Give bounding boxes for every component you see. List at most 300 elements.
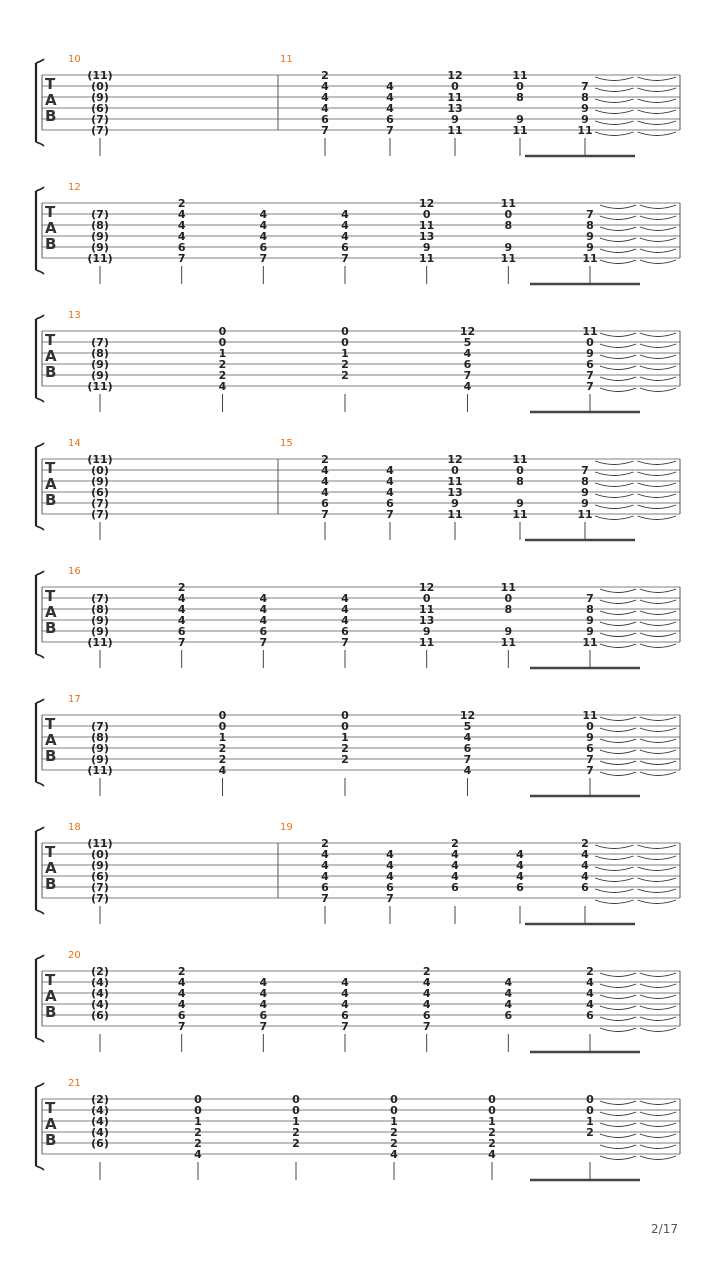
page-number: 2/17 [651, 1222, 678, 1236]
fret-number: 13 [419, 230, 435, 243]
fret-number: 7 [177, 252, 186, 265]
fret-number: 4 [259, 208, 268, 221]
tie-arc [638, 856, 677, 860]
fret-number: 0 [422, 592, 431, 605]
fret-number: 2 [218, 753, 227, 766]
fret-number: (6) [91, 1137, 109, 1150]
tie-arc [600, 355, 636, 359]
tie-arc [595, 99, 634, 103]
fret-number: 0 [451, 464, 459, 477]
fret-number: (4) [91, 1104, 109, 1117]
staff-system [36, 54, 680, 156]
tab-clef-letter: T [45, 843, 56, 861]
fret-number: 8 [581, 475, 589, 488]
fret-number: 0 [218, 709, 227, 722]
tab-clef-letter: A [45, 91, 57, 109]
tie-arc [600, 995, 636, 999]
fret-number: 11 [447, 475, 463, 488]
fret-number: 4 [581, 859, 589, 872]
fret-number: (9) [91, 241, 109, 254]
tie-arc [600, 750, 636, 754]
fret-number: 7 [386, 508, 394, 521]
fret-number: (6) [91, 1009, 109, 1022]
fret-number: 4 [177, 592, 186, 605]
fret-number: (2) [91, 1093, 109, 1106]
fret-number: (4) [91, 1126, 109, 1139]
tie-arc [640, 984, 676, 988]
fret-number: 8 [581, 91, 589, 104]
fret-number: 4 [586, 976, 594, 989]
fret-number: (4) [91, 998, 109, 1011]
fret-number: 11 [500, 581, 516, 594]
tab-clef-letter: B [45, 1003, 57, 1021]
fret-number: 4 [341, 592, 349, 605]
fret-number: 6 [321, 497, 329, 510]
fret-number: 2 [177, 197, 186, 210]
tie-arc [640, 388, 676, 392]
fret-number: (9) [91, 753, 109, 766]
fret-number: 4 [321, 859, 329, 872]
fret-number: 2 [488, 1137, 496, 1150]
fret-number: 0 [488, 1093, 496, 1106]
tie-arc [640, 1145, 676, 1149]
staff-system [36, 822, 680, 924]
tie-arc [638, 889, 677, 893]
fret-number: 7 [586, 208, 594, 221]
fret-number: 6 [259, 241, 268, 254]
fret-number: 11 [512, 124, 528, 137]
fret-number: (4) [91, 987, 109, 1000]
tab-clef-letter: B [45, 491, 57, 509]
measure-number: 17 [68, 694, 81, 705]
tie-arc [600, 344, 636, 348]
fret-number: 9 [422, 241, 431, 254]
tie-arc [640, 249, 676, 253]
tie-arc [638, 110, 677, 114]
fret-number: (11) [87, 837, 113, 850]
measure-number: 10 [68, 54, 81, 65]
tab-clef-letter: B [45, 875, 57, 893]
tie-arc [640, 1156, 676, 1160]
fret-number: 4 [463, 380, 472, 393]
fret-number: 9 [504, 625, 513, 638]
tie-arc [600, 1006, 636, 1010]
fret-number: 2 [586, 965, 594, 978]
fret-number: (6) [91, 486, 109, 499]
tie-arc [638, 867, 677, 871]
fret-number: (7) [91, 892, 109, 905]
fret-number: 7 [586, 369, 594, 382]
tie-arc [640, 344, 676, 348]
tie-arc [600, 633, 636, 637]
fret-number: (11) [87, 69, 113, 82]
fret-number: 11 [512, 508, 528, 521]
fret-number: 11 [582, 636, 598, 649]
measure-number: 18 [68, 822, 81, 833]
fret-number: 6 [386, 497, 394, 510]
fret-number: 0 [292, 1104, 300, 1117]
tie-arc [600, 600, 636, 604]
fret-number: 8 [586, 603, 594, 616]
tab-clef-letter: A [45, 603, 57, 621]
fret-number: (0) [91, 848, 109, 861]
fret-number: (9) [91, 625, 109, 638]
fret-number: 11 [500, 636, 516, 649]
tie-arc [640, 366, 676, 370]
fret-number: 0 [504, 208, 513, 221]
tie-arc [600, 260, 636, 264]
measure-number: 12 [68, 182, 81, 193]
fret-number: 4 [341, 230, 349, 243]
fret-number: 1 [341, 347, 349, 360]
fret-number: 1 [194, 1115, 202, 1128]
fret-number: 6 [177, 1009, 186, 1022]
tie-arc [638, 494, 677, 498]
fret-number: (8) [91, 731, 109, 744]
tie-arc [600, 205, 636, 209]
fret-number: 2 [218, 369, 227, 382]
tab-clef-letter: A [45, 475, 57, 493]
fret-number: 0 [341, 336, 349, 349]
fret-number: (6) [91, 870, 109, 883]
fret-number: 4 [341, 603, 349, 616]
tie-arc [640, 1101, 676, 1105]
tie-arc [600, 249, 636, 253]
tie-arc [638, 483, 677, 487]
fret-number: 4 [218, 764, 227, 777]
fret-number: 5 [463, 720, 472, 733]
fret-number: 2 [321, 453, 329, 466]
tie-arc [640, 216, 676, 220]
fret-number: 2 [321, 69, 329, 82]
tie-arc [640, 260, 676, 264]
tab-clef-letter: A [45, 987, 57, 1005]
tie-arc [600, 227, 636, 231]
fret-number: 7 [581, 464, 589, 477]
fret-number: 4 [463, 764, 472, 777]
fret-number: 6 [259, 625, 268, 638]
fret-number: 0 [422, 208, 431, 221]
fret-number: 12 [459, 709, 476, 722]
fret-number: (7) [91, 592, 109, 605]
fret-number: 4 [451, 870, 459, 883]
tie-arc [640, 761, 676, 765]
tie-arc [600, 644, 636, 648]
fret-number: 0 [504, 592, 513, 605]
fret-number: 4 [516, 859, 524, 872]
fret-number: 8 [586, 219, 594, 232]
fret-number: 6 [504, 1009, 513, 1022]
fret-number: 4 [177, 998, 186, 1011]
fret-number: 1 [218, 347, 227, 360]
tie-arc [595, 900, 634, 904]
fret-number: (0) [91, 464, 109, 477]
fret-number: 4 [177, 614, 186, 627]
fret-number: 4 [586, 998, 594, 1011]
fret-number: 4 [390, 1148, 398, 1161]
fret-number: (9) [91, 859, 109, 872]
fret-number: (8) [91, 219, 109, 232]
fret-number: 4 [321, 80, 329, 93]
fret-number: 4 [386, 870, 394, 883]
fret-number: 9 [581, 486, 589, 499]
fret-number: 7 [341, 252, 349, 265]
tie-arc [638, 505, 677, 509]
fret-number: 4 [581, 870, 589, 883]
fret-number: 9 [581, 102, 589, 115]
fret-number: 4 [386, 475, 394, 488]
fret-number: 2 [341, 753, 349, 766]
fret-number: 2 [292, 1126, 300, 1139]
tab-clef-letter: T [45, 1099, 56, 1117]
fret-number: 11 [577, 124, 593, 137]
fret-number: 0 [516, 80, 524, 93]
fret-number: 9 [586, 614, 594, 627]
fret-number: 4 [194, 1148, 202, 1161]
fret-number: 6 [341, 241, 349, 254]
fret-number: 4 [386, 102, 394, 115]
tie-arc [638, 845, 677, 849]
fret-number: 2 [451, 837, 459, 850]
fret-number: (8) [91, 603, 109, 616]
tie-arc [600, 772, 636, 776]
system-bracket-hooks [36, 571, 44, 658]
tie-arc [600, 739, 636, 743]
fret-number: 4 [341, 208, 349, 221]
fret-number: (11) [87, 453, 113, 466]
fret-number: 0 [390, 1093, 398, 1106]
fret-number: 4 [488, 1148, 496, 1161]
tie-arc [638, 900, 677, 904]
fret-number: 11 [419, 219, 435, 232]
tie-arc [638, 99, 677, 103]
fret-number: 4 [341, 614, 349, 627]
fret-number: 11 [500, 197, 516, 210]
fret-number: 9 [451, 113, 459, 126]
tie-arc [600, 1145, 636, 1149]
tie-arc [638, 472, 677, 476]
tie-arc [640, 995, 676, 999]
fret-number: 6 [341, 1009, 349, 1022]
fret-number: 6 [516, 881, 524, 894]
fret-number: 4 [463, 347, 472, 360]
fret-number: 12 [419, 581, 435, 594]
tie-arc [638, 132, 677, 136]
fret-number: 6 [581, 881, 589, 894]
fret-number: 2 [341, 369, 349, 382]
measure-number: 19 [280, 822, 293, 833]
fret-number: 13 [447, 486, 463, 499]
fret-number: 4 [259, 987, 268, 1000]
tie-arc [600, 333, 636, 337]
fret-number: 7 [341, 1020, 349, 1033]
fret-number: 4 [177, 208, 186, 221]
fret-number: 4 [259, 230, 268, 243]
measure-number: 11 [280, 54, 293, 65]
fret-number: 4 [386, 80, 394, 93]
fret-number: 7 [177, 1020, 186, 1033]
fret-number: 6 [259, 1009, 268, 1022]
fret-number: 7 [386, 892, 394, 905]
fret-number: 9 [586, 625, 594, 638]
fret-number: 4 [422, 976, 431, 989]
fret-number: 4 [422, 987, 431, 1000]
fret-number: 7 [259, 1020, 268, 1033]
fret-number: 4 [386, 859, 394, 872]
tab-clef-letter: A [45, 219, 57, 237]
fret-number: 11 [582, 252, 598, 265]
fret-number: 0 [341, 720, 349, 733]
tie-arc [640, 772, 676, 776]
fret-number: 6 [586, 742, 594, 755]
fret-number: (6) [91, 102, 109, 115]
fret-number: 8 [516, 475, 524, 488]
tie-arc [595, 505, 634, 509]
fret-number: 4 [177, 976, 186, 989]
fret-number: 4 [341, 976, 349, 989]
fret-number: 4 [321, 475, 329, 488]
fret-number: 11 [419, 636, 435, 649]
tie-arc [640, 750, 676, 754]
fret-number: 2 [581, 837, 589, 850]
fret-number: 1 [586, 1115, 594, 1128]
tie-arc [640, 1028, 676, 1032]
fret-number: 12 [459, 325, 476, 338]
fret-number: 4 [259, 998, 268, 1011]
fret-number: (0) [91, 80, 109, 93]
tie-arc [640, 1017, 676, 1021]
fret-number: 7 [586, 753, 594, 766]
fret-number: (7) [91, 881, 109, 894]
fret-number: 11 [582, 709, 598, 722]
tie-arc [600, 622, 636, 626]
fret-number: 7 [259, 636, 268, 649]
tie-arc [595, 132, 634, 136]
measure-number: 13 [68, 310, 81, 321]
fret-number: 0 [586, 1093, 594, 1106]
tab-clef-letter: B [45, 619, 57, 637]
tie-arc [595, 516, 634, 520]
tab-clef-letter: A [45, 1115, 57, 1133]
tie-arc [595, 472, 634, 476]
tie-arc [600, 973, 636, 977]
tie-arc [640, 1112, 676, 1116]
fret-number: 9 [451, 497, 459, 510]
tab-clef-letter: T [45, 971, 56, 989]
fret-number: 4 [259, 219, 268, 232]
fret-number: (9) [91, 614, 109, 627]
tab-clef-letter: B [45, 107, 57, 125]
tie-arc [600, 388, 636, 392]
fret-number: 4 [321, 91, 329, 104]
fret-number: 0 [451, 80, 459, 93]
fret-number: 4 [581, 848, 589, 861]
tie-arc [600, 238, 636, 242]
tie-arc [600, 1123, 636, 1127]
fret-number: 7 [586, 380, 594, 393]
fret-number: 1 [292, 1115, 300, 1128]
fret-number: 4 [321, 870, 329, 883]
fret-number: 0 [488, 1104, 496, 1117]
system-bracket-hooks [36, 955, 44, 1042]
system-bracket-hooks [36, 187, 44, 274]
fret-number: 4 [504, 998, 513, 1011]
tie-arc [600, 1112, 636, 1116]
fret-number: 2 [341, 358, 349, 371]
fret-number: 7 [177, 636, 186, 649]
fret-number: 0 [586, 1104, 594, 1117]
fret-number: 12 [447, 453, 463, 466]
fret-number: 6 [586, 358, 594, 371]
tie-arc [600, 1134, 636, 1138]
tie-arc [595, 110, 634, 114]
measure-number: 16 [68, 566, 81, 577]
tie-arc [640, 622, 676, 626]
tie-arc [600, 366, 636, 370]
tie-arc [600, 761, 636, 765]
fret-number: 1 [390, 1115, 398, 1128]
fret-number: 9 [504, 241, 513, 254]
fret-number: (9) [91, 742, 109, 755]
tab-clef-letter: A [45, 347, 57, 365]
fret-number: 2 [177, 581, 186, 594]
fret-number: 6 [177, 241, 186, 254]
fret-number: 0 [586, 720, 594, 733]
tab-clef-letter: T [45, 203, 56, 221]
tie-arc [595, 88, 634, 92]
tie-arc [640, 377, 676, 381]
fret-number: 2 [218, 742, 227, 755]
fret-number: 7 [463, 369, 472, 382]
fret-number: 0 [516, 464, 524, 477]
tie-arc [595, 77, 634, 81]
fret-number: 1 [341, 731, 349, 744]
fret-number: 4 [321, 486, 329, 499]
fret-number: (7) [91, 208, 109, 221]
system-bracket-hooks [36, 827, 44, 914]
fret-number: 4 [516, 870, 524, 883]
tie-arc [600, 216, 636, 220]
fret-number: (11) [87, 252, 113, 265]
system-bracket-hooks [36, 443, 44, 530]
fret-number: 4 [504, 987, 513, 1000]
tie-arc [638, 516, 677, 520]
fret-number: 7 [581, 80, 589, 93]
tie-arc [600, 1017, 636, 1021]
tab-clef-letter: B [45, 1131, 57, 1149]
fret-number: 9 [516, 497, 524, 510]
fret-number: 0 [341, 709, 349, 722]
system-bracket-hooks [36, 699, 44, 786]
fret-number: 2 [321, 837, 329, 850]
tab-clef-letter: B [45, 235, 57, 253]
staff-system [36, 566, 680, 668]
fret-number: 4 [341, 998, 349, 1011]
tie-arc [600, 984, 636, 988]
tie-arc [640, 739, 676, 743]
fret-number: 1 [218, 731, 227, 744]
staff-system [36, 438, 680, 540]
fret-number: (4) [91, 1115, 109, 1128]
tie-arc [638, 77, 677, 81]
fret-number: 7 [586, 592, 594, 605]
fret-number: (2) [91, 965, 109, 978]
fret-number: 7 [259, 252, 268, 265]
fret-number: 0 [586, 336, 594, 349]
tie-arc [638, 121, 677, 125]
fret-number: 11 [512, 453, 528, 466]
fret-number: 7 [463, 753, 472, 766]
